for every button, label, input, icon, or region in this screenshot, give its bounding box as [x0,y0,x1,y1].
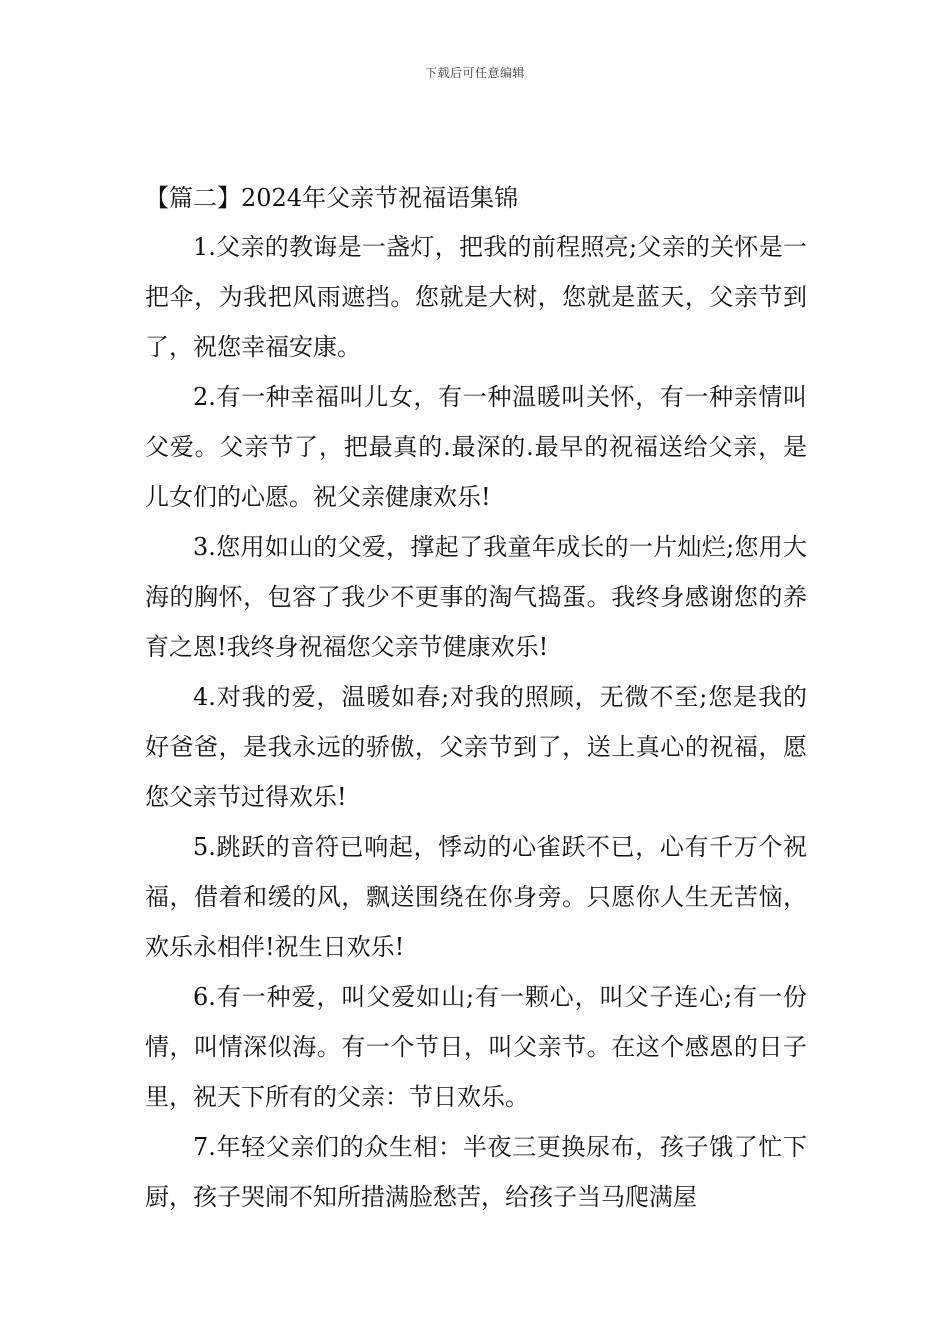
paragraph-5: 5.跳跃的音符已响起，悸动的心雀跃不已，心有千万个祝福，借着和缓的风，飘送围绕在你身旁。只愿你人生无苦恼，欢乐永相伴!祝生日欢乐! [145,833,807,961]
page-header-note: 下载后可任意编辑 [424,66,525,80]
paragraph-6: 6.有一种爱，叫父爱如山;有一颗心，叫父子连心;有一份情，叫情深似海。有一个节日，叫父亲节。在这个感恩的日子里，祝天下所有的父亲：节日欢乐。 [145,983,807,1111]
paragraph-1: 1.父亲的教诲是一盏灯，把我的前程照亮;父亲的关怀是一把伞，为我把风雨遮挡。您就是大树，您就是蓝天，父亲节到了，祝您幸福安康。 [145,233,807,361]
document-body [145,178,807,1222]
paragraph-7: 7.年轻父亲们的众生相：半夜三更换尿布，孩子饿了忙下厨，孩子哭闹不知所措满脸愁苦，给孩子当马爬满屋 [145,1133,807,1211]
paragraph-3: 3.您用如山的父爱，撑起了我童年成长的一片灿烂;您用大海的胸怀，包容了我少不更事的淘气捣蛋。我终身感谢您的养育之恩!我终身祝福您父亲节健康欢乐! [145,533,807,661]
document-title: 【篇二】2024年父亲节祝福语集锦 [145,184,519,212]
paragraph-2: 2.有一种幸福叫儿女，有一种温暖叫关怀，有一种亲情叫父爱。父亲节了，把最真的.最深的.最早的祝福送给父亲，是儿女们的心愿。祝父亲健康欢乐! [145,383,807,511]
paragraph-4: 4.对我的爱，温暖如春;对我的照顾，无微不至;您是我的好爸爸，是我永远的骄傲，父亲节到了，送上真心的祝福，愿您父亲节过得欢乐! [145,683,807,811]
